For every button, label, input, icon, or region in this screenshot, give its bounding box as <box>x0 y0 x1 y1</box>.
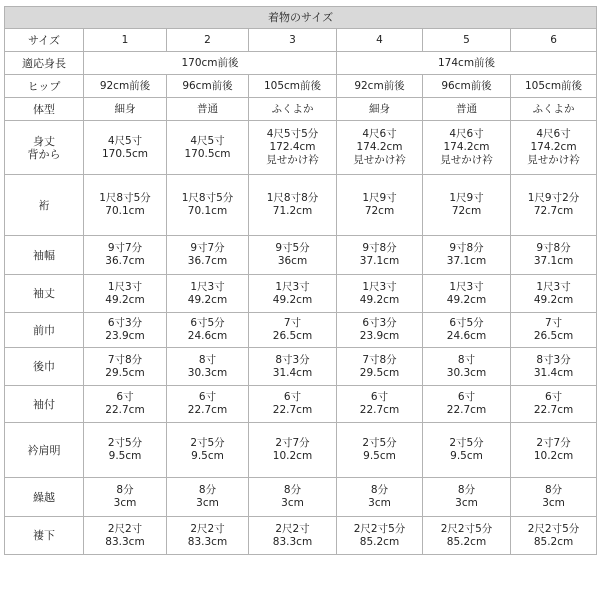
value-shaku: 2寸5分 <box>190 437 225 449</box>
value-cm: 72cm <box>451 205 482 217</box>
body-type-cell: ふくよか <box>249 98 337 121</box>
value-shaku: 8分 <box>283 484 302 496</box>
sodetake-cell <box>337 275 423 313</box>
sodehaba-row <box>5 236 597 275</box>
row-label-shintake <box>5 121 84 175</box>
value-shaku: 6寸 <box>457 391 476 403</box>
sodehaba-cell <box>337 236 423 275</box>
sodetake-cell <box>84 275 167 313</box>
maehaba-cell <box>423 313 511 348</box>
sodetsuke-cell <box>337 386 423 423</box>
shintake-cell <box>167 121 249 175</box>
value-cm: 24.6cm <box>446 330 487 342</box>
value-cm: 174.2cm <box>530 141 577 153</box>
value-shaku: 8分 <box>457 484 476 496</box>
height-row <box>5 52 597 75</box>
value-cm: 83.3cm <box>105 535 145 548</box>
body-type-cell: 細身 <box>84 98 167 121</box>
ushirohaba-cell <box>337 348 423 386</box>
shintake-cell <box>84 121 167 175</box>
value-shaku: 7寸8分 <box>107 353 143 366</box>
value-note: 見せかけ衿 <box>353 154 406 166</box>
susoshita-row <box>5 517 597 555</box>
value-cm: 36.7cm <box>187 255 228 267</box>
row-label-hip: ヒップ <box>5 75 84 98</box>
value-shaku: 1尺3寸 <box>275 280 310 293</box>
ushirohaba-cell <box>511 348 597 386</box>
kurikoshi-row <box>5 478 597 517</box>
value-cm: 72.7cm <box>533 205 574 217</box>
hip-cell: 96cm前後 <box>167 75 249 98</box>
size-row <box>5 29 597 52</box>
value-cm: 49.2cm <box>359 293 400 306</box>
value-cm: 29.5cm <box>105 366 145 379</box>
value-cm: 9.5cm <box>108 450 142 462</box>
erikata-cell <box>511 423 597 478</box>
value-cm: 3cm <box>196 497 219 509</box>
erikata-cell <box>167 423 249 478</box>
yuki-cell <box>167 175 249 236</box>
value-shaku: 6寸 <box>283 391 302 403</box>
value-shaku: 2寸5分 <box>362 437 397 449</box>
value-cm: 85.2cm <box>359 535 400 548</box>
body-type-cell: 普通 <box>167 98 249 121</box>
yuki-cell <box>511 175 597 236</box>
value-shaku: 6寸 <box>544 391 563 403</box>
value-shaku: 1尺3寸 <box>107 280 143 293</box>
value-shaku: 1尺9寸2分 <box>527 192 580 204</box>
kurikoshi-cell <box>337 478 423 517</box>
susoshita-cell <box>84 517 167 555</box>
value-shaku: 2尺2寸5分 <box>527 522 580 535</box>
value-shaku: 2寸7分 <box>275 437 310 449</box>
value-note: 見せかけ衿 <box>527 154 580 166</box>
hip-cell: 105cm前後 <box>511 75 597 98</box>
shintake-row <box>5 121 597 175</box>
value-shaku: 8分 <box>116 484 134 496</box>
body-type-cell: ふくよか <box>511 98 597 121</box>
yuki-cell <box>249 175 337 236</box>
value-cm: 26.5cm <box>533 330 574 342</box>
value-cm: 49.2cm <box>533 293 574 306</box>
sodehaba-cell <box>511 236 597 275</box>
value-cm: 26.5cm <box>272 330 313 342</box>
sodehaba-cell <box>167 236 249 275</box>
value-cm: 170.5cm <box>184 147 231 160</box>
value-shaku: 9寸8分 <box>449 242 484 254</box>
value-cm: 72cm <box>364 205 395 217</box>
susoshita-cell <box>511 517 597 555</box>
value-shaku: 2尺2寸5分 <box>440 522 493 535</box>
value-note: 見せかけ衿 <box>266 154 319 166</box>
kimono-size-table <box>4 6 597 555</box>
sodetake-cell <box>423 275 511 313</box>
value-shaku: 7寸8分 <box>362 353 397 366</box>
value-shaku: 2寸5分 <box>449 437 484 449</box>
value-shaku: 8寸 <box>198 353 217 366</box>
value-cm: 3cm <box>368 497 391 509</box>
value-cm: 23.9cm <box>105 330 145 342</box>
value-shaku: 9寸7分 <box>190 242 225 254</box>
yuki-cell <box>337 175 423 236</box>
value-shaku: 6寸 <box>370 391 389 403</box>
value-cm: 174.2cm <box>443 141 490 153</box>
value-shaku: 4尺5寸 <box>107 134 143 147</box>
sodehaba-cell <box>249 236 337 275</box>
value-shaku: 4尺6寸 <box>362 128 397 140</box>
value-shaku: 1尺9寸 <box>449 192 484 204</box>
sodetsuke-cell <box>511 386 597 423</box>
value-shaku: 8分 <box>198 484 217 496</box>
row-label-susoshita: 褄下 <box>5 517 84 555</box>
value-cm: 3cm <box>281 497 304 509</box>
row-label-erikata: 衿肩明 <box>5 423 84 478</box>
value-shaku: 1尺3寸 <box>536 280 571 293</box>
value-cm: 70.1cm <box>105 205 145 217</box>
value-shaku: 1尺3寸 <box>449 280 484 293</box>
height-cell: 174cm前後 <box>337 52 597 75</box>
body-type-cell: 普通 <box>423 98 511 121</box>
value-cm: 22.7cm <box>359 404 400 416</box>
row-label-yuki: 裄 <box>5 175 84 236</box>
hip-cell: 96cm前後 <box>423 75 511 98</box>
yuki-cell <box>84 175 167 236</box>
value-shaku: 2尺2寸 <box>107 522 143 535</box>
kurikoshi-cell <box>511 478 597 517</box>
maehaba-cell <box>511 313 597 348</box>
sodetake-cell <box>167 275 249 313</box>
value-cm: 83.3cm <box>272 535 313 548</box>
hip-cell: 92cm前後 <box>337 75 423 98</box>
value-shaku: 1尺9寸 <box>362 192 397 204</box>
value-cm: 85.2cm <box>446 535 487 548</box>
sodetake-cell <box>511 275 597 313</box>
value-cm: 30.3cm <box>446 366 487 379</box>
value-cm: 30.3cm <box>187 366 228 379</box>
row-label-shintake-line2: 背から <box>27 147 61 161</box>
value-cm: 49.2cm <box>187 293 228 306</box>
value-cm: 36cm <box>277 255 308 267</box>
maehaba-cell <box>84 313 167 348</box>
value-shaku: 8寸3分 <box>275 353 310 366</box>
body-type-cell: 細身 <box>337 98 423 121</box>
erikata-row <box>5 423 597 478</box>
kurikoshi-cell <box>167 478 249 517</box>
value-cm: 170.5cm <box>101 147 149 160</box>
value-note: 見せかけ衿 <box>440 154 493 166</box>
sodetsuke-cell <box>423 386 511 423</box>
susoshita-cell <box>249 517 337 555</box>
value-cm: 49.2cm <box>446 293 487 306</box>
size-column-header: 6 <box>511 29 597 52</box>
yuki-row <box>5 175 597 236</box>
value-shaku: 1尺3寸 <box>190 280 225 293</box>
value-shaku: 2寸7分 <box>536 437 571 449</box>
value-shaku: 8分 <box>370 484 389 496</box>
value-cm: 22.7cm <box>446 404 487 416</box>
value-shaku: 6寸3分 <box>362 317 397 329</box>
value-cm: 37.1cm <box>446 255 487 267</box>
sodetsuke-cell <box>167 386 249 423</box>
sodehaba-cell <box>84 236 167 275</box>
susoshita-cell <box>423 517 511 555</box>
ushirohaba-cell <box>167 348 249 386</box>
value-shaku: 9寸7分 <box>107 242 143 254</box>
sodetsuke-cell <box>84 386 167 423</box>
value-shaku: 1尺8寸5分 <box>99 192 151 204</box>
value-cm: 49.2cm <box>105 293 145 306</box>
value-cm: 31.4cm <box>272 366 313 379</box>
erikata-cell <box>84 423 167 478</box>
value-cm: 71.2cm <box>272 205 313 217</box>
hip-cell: 105cm前後 <box>249 75 337 98</box>
size-chart <box>4 6 596 555</box>
value-shaku: 8寸3分 <box>536 353 571 366</box>
size-column-header: 1 <box>84 29 167 52</box>
erikata-cell <box>423 423 511 478</box>
value-shaku: 9寸8分 <box>536 242 571 254</box>
sodetsuke-row <box>5 386 597 423</box>
kurikoshi-cell <box>423 478 511 517</box>
row-label-sodetake: 袖丈 <box>5 275 84 313</box>
value-cm: 70.1cm <box>187 205 228 217</box>
value-shaku: 4尺6寸 <box>449 128 484 140</box>
erikata-cell <box>249 423 337 478</box>
value-cm: 10.2cm <box>272 450 313 462</box>
value-shaku: 1尺8寸8分 <box>266 192 319 204</box>
ushirohaba-cell <box>84 348 167 386</box>
value-shaku: 6寸3分 <box>107 317 143 329</box>
sodehaba-cell <box>423 236 511 275</box>
value-shaku: 9寸8分 <box>362 242 397 254</box>
value-shaku: 6寸5分 <box>190 317 225 329</box>
value-shaku: 4尺6寸 <box>536 128 571 140</box>
size-column-header: 3 <box>249 29 337 52</box>
sodetake-row <box>5 275 597 313</box>
value-shaku: 6寸5分 <box>449 317 484 329</box>
sodetsuke-cell <box>249 386 337 423</box>
row-label-maehaba: 前巾 <box>5 313 84 348</box>
value-shaku: 1尺8寸5分 <box>181 192 234 204</box>
value-shaku: 8分 <box>544 484 563 496</box>
value-cm: 83.3cm <box>187 535 228 548</box>
value-cm: 85.2cm <box>533 535 574 548</box>
value-cm: 3cm <box>455 497 478 509</box>
value-cm: 22.7cm <box>187 404 228 416</box>
maehaba-cell <box>249 313 337 348</box>
value-cm: 22.7cm <box>272 404 313 416</box>
value-shaku: 6寸 <box>198 391 217 403</box>
row-label-size: サイズ <box>5 29 84 52</box>
value-shaku: 8寸 <box>457 353 476 366</box>
row-label-shintake-line1: 身丈 <box>33 134 55 148</box>
maehaba-cell <box>337 313 423 348</box>
shintake-cell <box>337 121 423 175</box>
value-shaku: 4尺5寸5分 <box>266 128 319 140</box>
body-type-row <box>5 98 597 121</box>
value-shaku: 6寸 <box>116 391 134 403</box>
ushirohaba-cell <box>249 348 337 386</box>
susoshita-cell <box>167 517 249 555</box>
row-label-sodetsuke: 袖付 <box>5 386 84 423</box>
value-cm: 9.5cm <box>450 450 483 462</box>
value-cm: 174.2cm <box>356 141 403 153</box>
value-cm: 37.1cm <box>359 255 400 267</box>
row-label-height: 適応身長 <box>5 52 84 75</box>
row-label-sodehaba: 袖幅 <box>5 236 84 275</box>
erikata-cell <box>337 423 423 478</box>
hip-row <box>5 75 597 98</box>
value-shaku: 2尺2寸 <box>190 522 225 535</box>
row-label-body-type: 体型 <box>5 98 84 121</box>
kurikoshi-cell <box>84 478 167 517</box>
value-shaku: 2寸5分 <box>107 437 143 449</box>
yuki-cell <box>423 175 511 236</box>
value-cm: 29.5cm <box>359 366 400 379</box>
value-cm: 10.2cm <box>533 450 574 462</box>
shintake-cell <box>423 121 511 175</box>
value-cm: 9.5cm <box>191 450 224 462</box>
value-shaku: 9寸5分 <box>275 242 310 254</box>
hip-cell: 92cm前後 <box>84 75 167 98</box>
value-shaku: 7寸 <box>283 317 302 329</box>
value-cm: 31.4cm <box>533 366 574 379</box>
value-shaku: 2尺2寸5分 <box>353 522 406 535</box>
kurikoshi-cell <box>249 478 337 517</box>
ushirohaba-cell <box>423 348 511 386</box>
value-cm: 23.9cm <box>359 330 400 342</box>
value-shaku: 4尺5寸 <box>190 134 225 147</box>
row-label-ushirohaba: 後巾 <box>5 348 84 386</box>
size-column-header: 5 <box>423 29 511 52</box>
value-cm: 22.7cm <box>533 404 574 416</box>
table-title: 着物のサイズ <box>5 7 597 29</box>
ushirohaba-row <box>5 348 597 386</box>
size-column-header: 2 <box>167 29 249 52</box>
value-cm: 49.2cm <box>272 293 313 306</box>
value-cm: 37.1cm <box>533 255 574 267</box>
height-cell: 170cm前後 <box>84 52 337 75</box>
value-shaku: 2尺2寸 <box>275 522 310 535</box>
value-cm: 24.6cm <box>187 330 228 342</box>
shintake-cell <box>249 121 337 175</box>
size-column-header: 4 <box>337 29 423 52</box>
value-shaku: 1尺3寸 <box>362 280 397 293</box>
maehaba-cell <box>167 313 249 348</box>
value-cm: 22.7cm <box>105 404 145 416</box>
value-cm: 36.7cm <box>105 255 145 267</box>
susoshita-cell <box>337 517 423 555</box>
value-cm: 3cm <box>113 497 137 509</box>
value-shaku: 7寸 <box>544 317 563 329</box>
sodetake-cell <box>249 275 337 313</box>
maehaba-row <box>5 313 597 348</box>
value-cm: 3cm <box>542 497 565 509</box>
shintake-cell <box>511 121 597 175</box>
row-label-kurikoshi: 繰越 <box>5 478 84 517</box>
value-cm: 9.5cm <box>363 450 396 462</box>
value-cm: 172.4cm <box>269 141 316 153</box>
